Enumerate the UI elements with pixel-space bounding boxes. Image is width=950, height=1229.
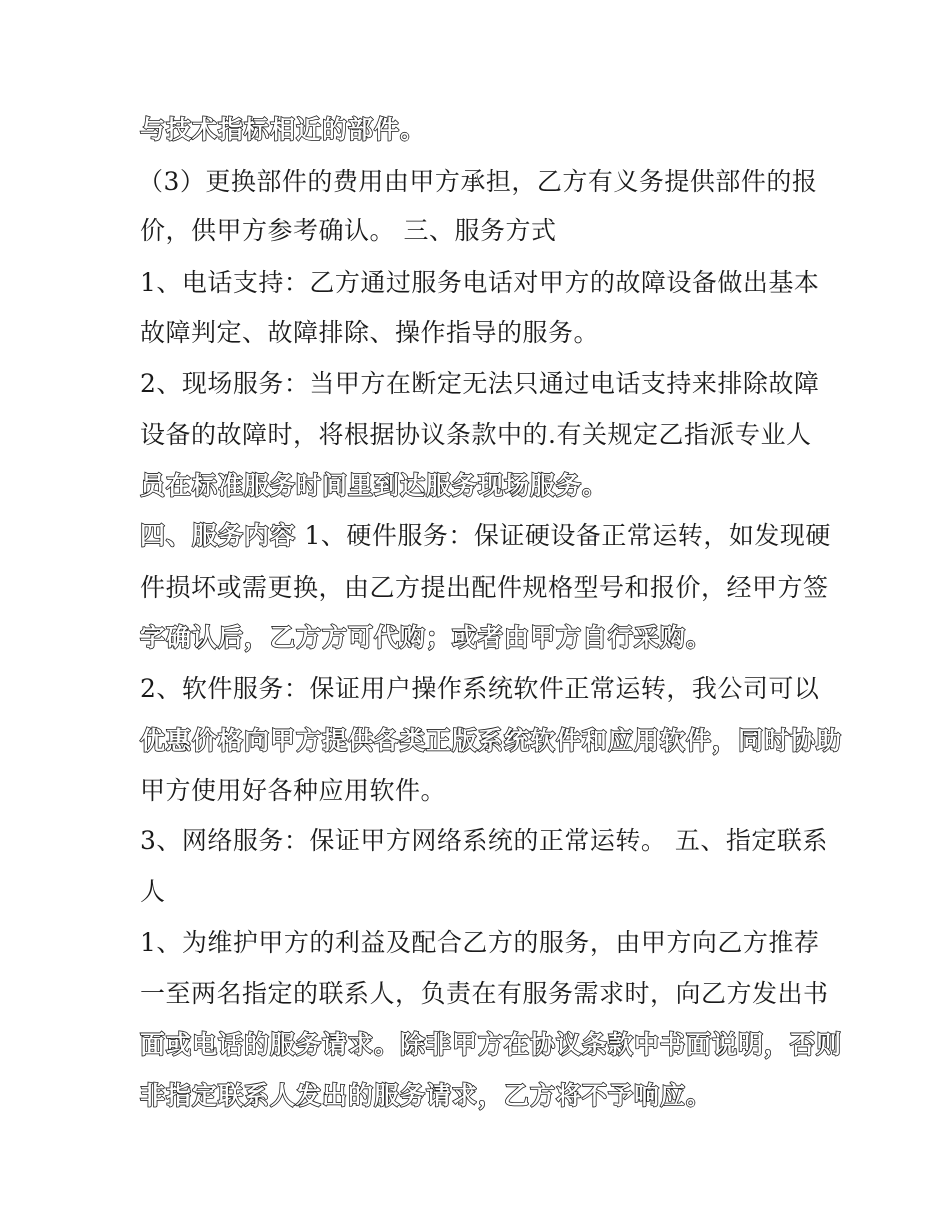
text-line [140,215,556,247]
text-span: （3）更换部件的费用由甲方承担，乙方有义务提供部件的报 [138,167,818,196]
text-span: 设备的故障时，将根据协议条款中的.有关规定乙指派专业人 [140,420,812,449]
text-span: 1、为维护甲方的利益及配合乙方的服务，由甲方向乙方推荐 [140,928,820,957]
text-line [140,876,166,908]
outlined-text: 非指定联系人发出的服务请求，乙方将不予响应。 [140,1081,713,1110]
text-span: 3、网络服务：保证甲方网络系统的正常运转。 五、指定联系 [140,826,828,855]
text-span: 2、现场服务：当甲方在断定无法只通过电话支持来排除故障 [140,369,820,398]
text-span: 故障判定、故障排除、操作指导的服务。 [140,318,600,347]
outlined-text: 优惠价格向甲方提供各类正版系统软件和应用软件，同时协助 [140,726,843,755]
text-line [140,267,819,299]
text-line [140,520,831,552]
text-line [140,419,811,451]
text-line [140,978,829,1010]
text-line [140,368,819,400]
text-line [140,927,819,959]
text-line [140,775,446,807]
text-span: 甲方使用好各种应用软件。 [140,776,447,805]
text-line [140,317,599,349]
outlined-text: 员在标准服务时间里到达服务现场服务。 [140,471,609,500]
text-span: 1、电话支持：乙方通过服务电话对甲方的故障设备做出基本 [140,268,820,297]
text-span: 价，供甲方参考确认。 三、服务方式 [140,216,557,245]
text-line [140,572,829,604]
text-line [140,622,712,654]
text-line [140,1080,712,1112]
text-span: 1、硬件服务：保证硬设备正常运转，如发现硬 [304,521,831,550]
text-span: 2、软件服务：保证用户操作系统软件正常运转，我公司可以 [140,674,820,703]
section-heading: 四、服务内容 [140,521,297,550]
text-line [138,166,817,198]
text-line [140,470,608,502]
text-line [140,1029,842,1061]
text-span: 件损坏或需更换，由乙方提出配件规格型号和报价，经甲方签 [140,573,829,602]
text-line [140,673,819,705]
outlined-text: 面或电话的服务请求。除非甲方在协议条款中书面说明，否则 [140,1030,843,1059]
text-line [140,825,828,857]
text-span: 一至两名指定的联系人，负责在有服务需求时，向乙方发出书 [140,979,829,1008]
outlined-text: 字确认后，乙方方可代购；或者由甲方自行采购。 [140,623,713,652]
text-line [140,114,426,146]
outlined-text: 与技术指标相近的部件。 [140,115,427,144]
text-line [140,725,842,757]
text-span: 人 [140,877,166,906]
